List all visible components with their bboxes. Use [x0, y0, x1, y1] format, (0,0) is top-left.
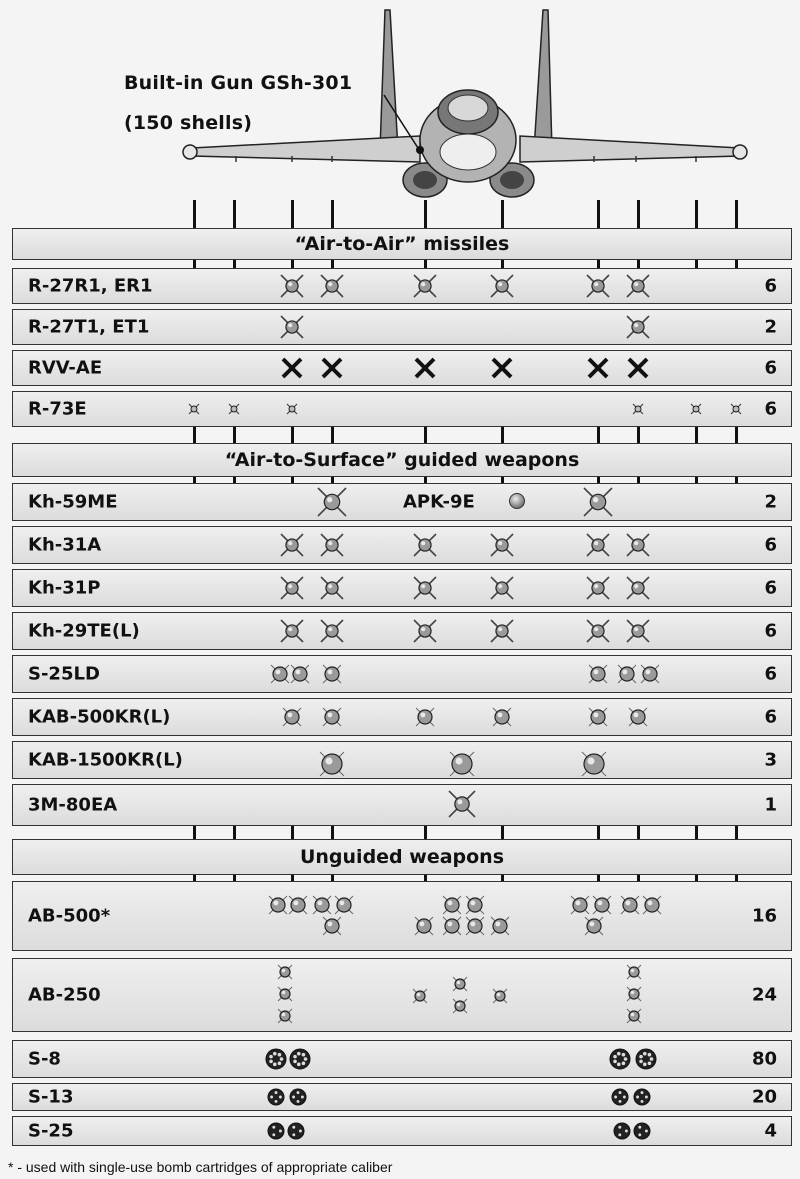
- missile-cross-icon: [587, 534, 609, 556]
- apk-9e-label: APK-9E: [403, 491, 475, 513]
- missile-cross-icon: [491, 534, 513, 556]
- bomb-icon: [493, 989, 507, 1003]
- bomb-icon: [443, 896, 461, 914]
- missile-cross-icon: [584, 488, 612, 516]
- bomb-icon: [271, 665, 289, 683]
- bomb-icon: [269, 896, 287, 914]
- bomb-icon: [589, 708, 607, 726]
- small-missile-icon: [229, 404, 239, 414]
- bomb-icon: [335, 896, 353, 914]
- weapon-count: 6: [764, 275, 777, 297]
- missile-cross-icon: [281, 316, 303, 338]
- bomb-icon: [323, 708, 341, 726]
- rocket-pod-icon: [290, 1049, 310, 1069]
- missile-x-icon: [589, 359, 607, 377]
- bomb-icon: [643, 896, 661, 914]
- weapon-count: 1: [764, 794, 777, 816]
- rocket-pod-icon: [268, 1089, 284, 1105]
- missile-cross-icon: [627, 316, 649, 338]
- rocket-pod-icon: [288, 1123, 304, 1139]
- bomb-icon: [466, 896, 484, 914]
- rocket-pod-icon: [614, 1123, 630, 1139]
- weapon-name: KAB-500KR(L): [28, 706, 171, 728]
- bomb-icon: [413, 989, 427, 1003]
- bomb-icon: [291, 665, 309, 683]
- bomb-icon: [416, 708, 434, 726]
- missile-cross-icon: [587, 275, 609, 297]
- missile-cross-icon: [321, 620, 343, 642]
- missile-cross-icon: [414, 534, 436, 556]
- missile-cross-icon: [281, 275, 303, 297]
- weapon-name: Kh-59ME: [28, 491, 118, 513]
- section-air-to-surface-title: “Air-to-Surface” guided weapons: [224, 449, 580, 471]
- weapon-count: 6: [764, 357, 777, 379]
- bomb-icon: [283, 708, 301, 726]
- small-missile-icon: [731, 404, 741, 414]
- weapon-count: 6: [764, 577, 777, 599]
- rocket-pod-icon: [290, 1089, 306, 1105]
- bomb-icon: [320, 752, 344, 776]
- weapon-name: S-13: [28, 1086, 74, 1108]
- small-missile-icon: [633, 404, 643, 414]
- small-missile-icon: [691, 404, 701, 414]
- weapon-name: S-8: [28, 1048, 61, 1070]
- weapon-count: 2: [764, 316, 777, 338]
- bomb-icon: [571, 896, 589, 914]
- bomb-icon: [323, 917, 341, 935]
- weapon-name: R-73E: [28, 398, 87, 420]
- small-missile-icon: [287, 404, 297, 414]
- weapon-name: Kh-31A: [28, 534, 102, 556]
- weapon-name: Kh-31P: [28, 577, 101, 599]
- weapon-name: S-25LD: [28, 663, 100, 685]
- missile-cross-icon: [321, 534, 343, 556]
- bomb-icon: [627, 1009, 641, 1023]
- bomb-icon: [443, 917, 461, 935]
- missile-cross-icon: [627, 620, 649, 642]
- missile-cross-icon: [321, 577, 343, 599]
- missile-cross-icon: [627, 577, 649, 599]
- missile-cross-icon: [414, 275, 436, 297]
- missile-cross-icon: [281, 577, 303, 599]
- rocket-pod-icon: [268, 1123, 284, 1139]
- weapon-count: 20: [751, 1086, 777, 1108]
- footnote: * - used with single-use bomb cartridges of appropriate caliber: [8, 1159, 393, 1175]
- bomb-icon: [278, 987, 292, 1001]
- missile-cross-icon: [627, 534, 649, 556]
- missile-cross-icon: [449, 791, 475, 817]
- weapon-count: 4: [764, 1120, 777, 1142]
- weapon-count: 16: [751, 905, 777, 927]
- missile-x-icon: [493, 359, 511, 377]
- missile-cross-icon: [627, 275, 649, 297]
- weapon-count: 6: [764, 663, 777, 685]
- weapon-name: S-25: [28, 1120, 74, 1142]
- bomb-icon: [453, 977, 467, 991]
- bomb-icon: [618, 665, 636, 683]
- weapon-name: 3M-80EA: [28, 794, 118, 816]
- bomb-icon: [627, 965, 641, 979]
- rocket-pod-icon: [610, 1049, 630, 1069]
- bomb-icon: [450, 752, 474, 776]
- weapon-count: 6: [764, 620, 777, 642]
- bomb-icon: [582, 752, 606, 776]
- missile-cross-icon: [414, 577, 436, 599]
- bomb-icon: [627, 987, 641, 1001]
- missile-x-icon: [323, 359, 341, 377]
- missile-cross-icon: [281, 534, 303, 556]
- missile-cross-icon: [281, 620, 303, 642]
- missile-cross-icon: [491, 620, 513, 642]
- bomb-icon: [593, 896, 611, 914]
- bomb-icon: [289, 896, 307, 914]
- weapon-count: 6: [764, 534, 777, 556]
- weapon-count: 2: [764, 491, 777, 513]
- missile-cross-icon: [318, 488, 346, 516]
- bomb-icon: [641, 665, 659, 683]
- rocket-pod-icon: [612, 1089, 628, 1105]
- weapon-count: 6: [764, 706, 777, 728]
- weapon-name: Kh-29TE(L): [28, 620, 140, 642]
- bomb-icon: [278, 1009, 292, 1023]
- bomb-icon: [466, 917, 484, 935]
- weapon-name: RVV-AE: [28, 357, 103, 379]
- bomb-icon: [453, 999, 467, 1013]
- rocket-pod-icon: [634, 1123, 650, 1139]
- section-unguided-title: Unguided weapons: [299, 846, 505, 868]
- bomb-icon: [621, 896, 639, 914]
- bomb-icon: [585, 917, 603, 935]
- bomb-icon: [415, 917, 433, 935]
- weapon-name: AB-500*: [28, 905, 111, 927]
- bomb-icon: [278, 965, 292, 979]
- weapon-count: 80: [751, 1048, 777, 1070]
- missile-x-icon: [283, 359, 301, 377]
- weapon-name: R-27R1, ER1: [28, 275, 153, 297]
- rocket-pod-icon: [266, 1049, 286, 1069]
- bomb-icon: [629, 708, 647, 726]
- rocket-pod-icon: [636, 1049, 656, 1069]
- missile-x-icon: [416, 359, 434, 377]
- missile-cross-icon: [491, 275, 513, 297]
- weapon-count: 24: [751, 984, 777, 1006]
- missile-cross-icon: [491, 577, 513, 599]
- weapon-name: KAB-1500KR(L): [28, 749, 183, 771]
- gun-title: Built-in Gun GSh-301: [124, 72, 353, 94]
- gun-shells: (150 shells): [124, 112, 253, 134]
- missile-cross-icon: [414, 620, 436, 642]
- weapon-count: 6: [764, 398, 777, 420]
- bomb-icon: [323, 665, 341, 683]
- missile-cross-icon: [587, 577, 609, 599]
- bomb-icon: [493, 708, 511, 726]
- section-air-to-air-title: “Air-to-Air” missiles: [294, 233, 510, 255]
- weapon-name: R-27T1, ET1: [28, 316, 150, 338]
- missile-cross-icon: [587, 620, 609, 642]
- small-missile-icon: [189, 404, 199, 414]
- missile-cross-icon: [321, 275, 343, 297]
- weapon-name: AB-250: [28, 984, 101, 1006]
- bomb-icon: [491, 917, 509, 935]
- bomb-icon: [589, 665, 607, 683]
- missile-x-icon: [629, 359, 647, 377]
- rocket-pod-icon: [634, 1089, 650, 1105]
- weapon-count: 3: [764, 749, 777, 771]
- bomb-icon: [313, 896, 331, 914]
